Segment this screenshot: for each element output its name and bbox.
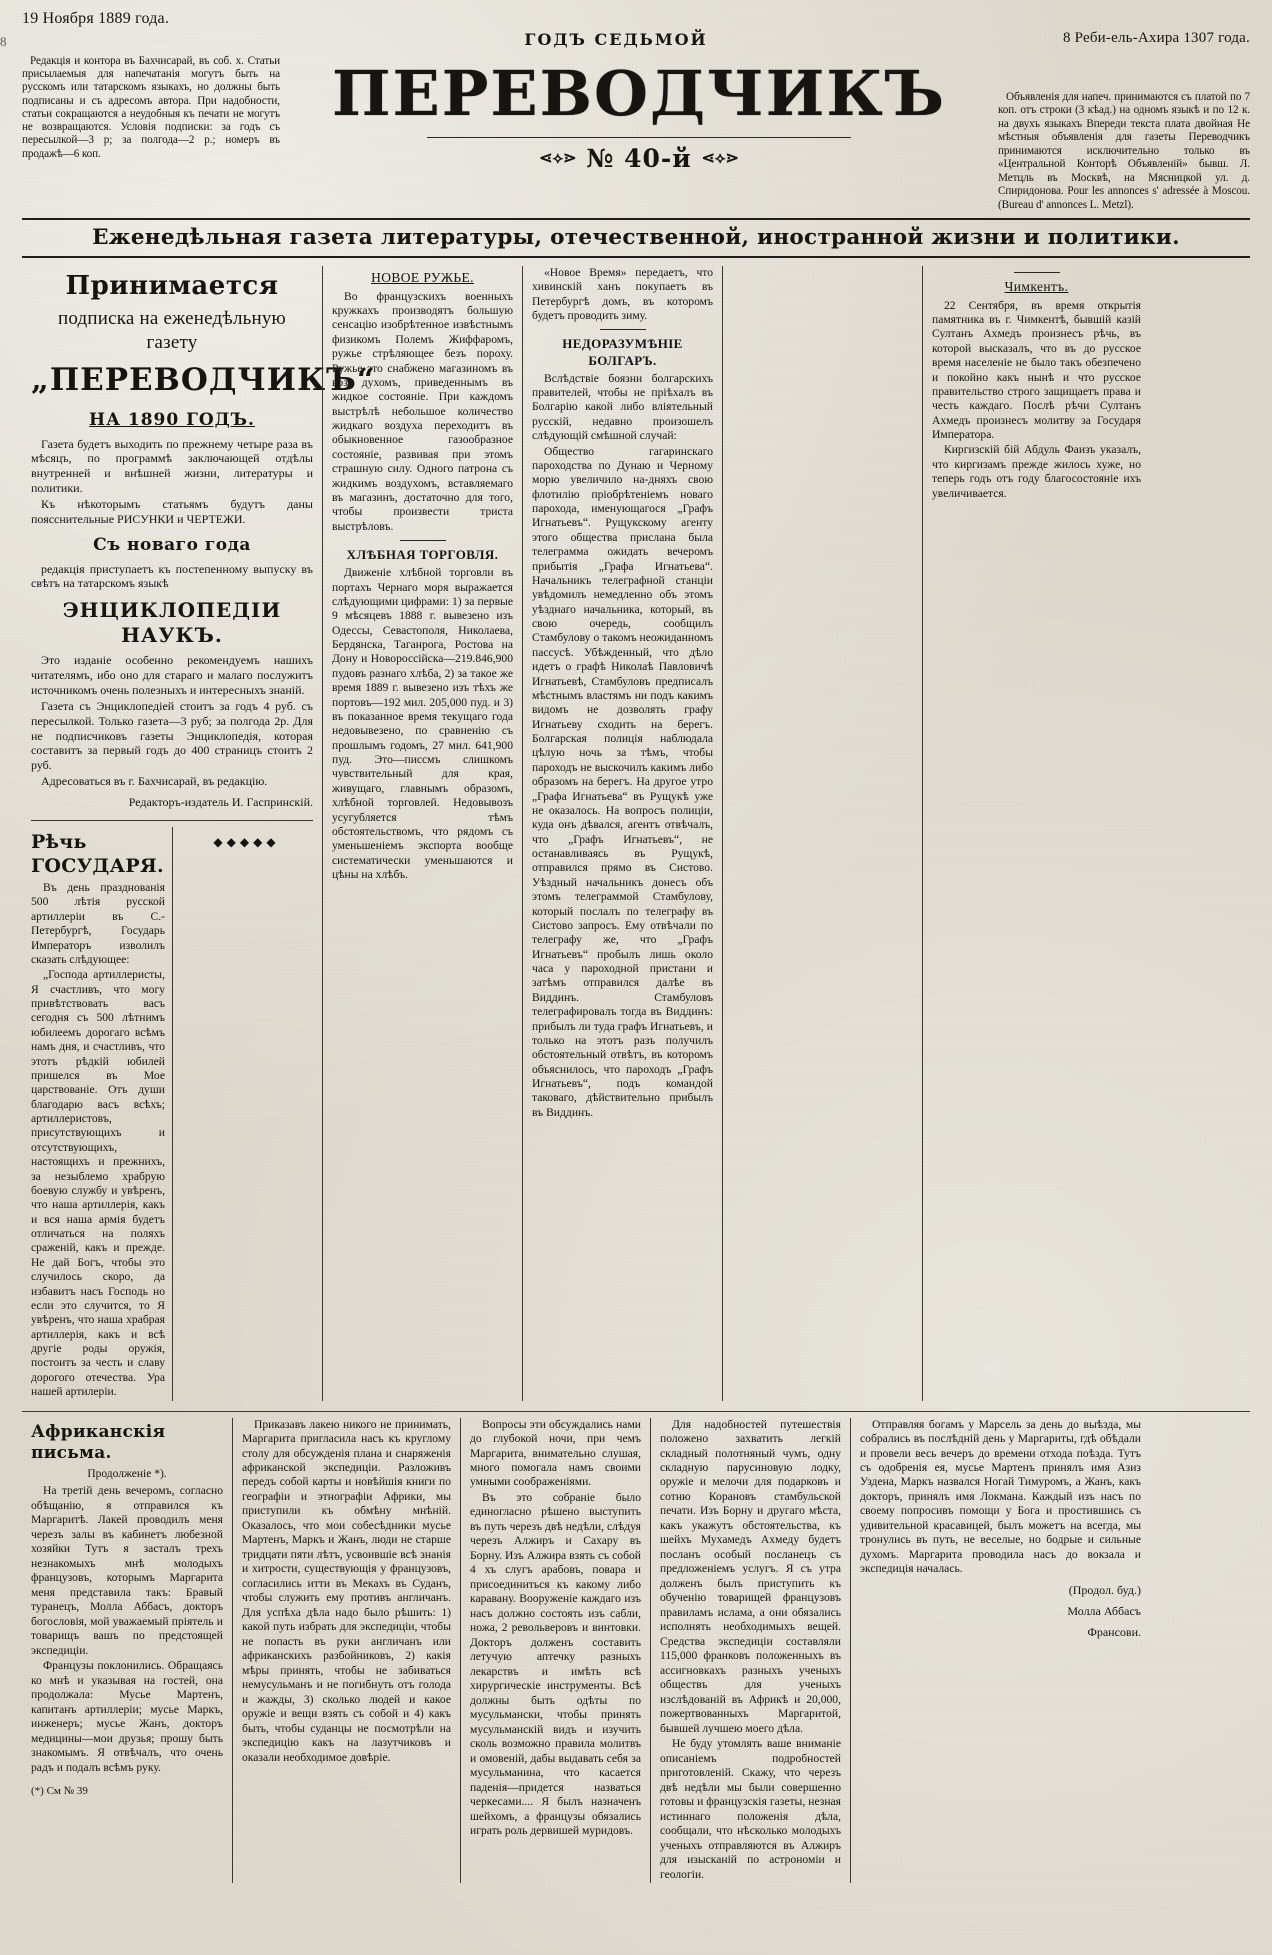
ad-line-accepted: Принимается bbox=[65, 270, 279, 301]
subscription-ad bbox=[31, 270, 376, 810]
african-signature-2: Франсови. bbox=[1087, 1624, 1141, 1639]
ad-body-3 bbox=[31, 653, 313, 789]
hleb-p1: Движеніе хлѣбной торговли въ портахъ Чернаго моря выражается слѣдующими цифрами: 1) за первые 9 мѣсяцевъ 1888 г. вывезено изъ Одессы, Севастополя, Николаева, Бердянска, Таганрога, Ростова на Дону и Новороссійска—219.846,900 пудовъ разнаго хлѣба, 2) за такое же время 1889 г. вывезено изъ тѣхъ же портовъ—192 мил. 205,000 пуд. и 3) въ показанное время текущаго года недовывезено, по сравненію съ прошлымъ годомъ, 27 мил. 641,900 пуд. Это—писсмъ слишкомъ чувствительный для края, живущаго, главнымъ образомъ, хлѣбной торговлей. Недовывозъ усугубляется тѣмъ обстоятельствомъ, что рядомъ съ уменьшеніемъ экспорта вообще систематически уменьшаются и цѣны на хлѣбъ. bbox=[332, 566, 513, 882]
bolgar-p1: Вслѣдствіе боязни болгарскихъ правителей, чтобы не пріѣхалъ въ Болгарію какой либо вліятельный русскій, недавно произошелъ слѣдующій смѣшной случай: bbox=[532, 371, 713, 443]
african-p3: Приказавъ лакею никого не принимать, Маргарита пригласила насъ къ круглому столу для обсужденія плана и снаряженія африканской экспедиціи. Разложивъ передъ собой карты и новѣйшія книги по географіи и этнографіи Африки, мы приступили къ обмѣну мнѣній. Оказалось, что мои собесѣдники мусье Мартенъ, Маркъ и Жанъ, люди не старше тридцати пяти лѣтъ, усвоившіе всѣ знанія и хитрости, существующія у французовъ, согласились итти въ Мекахъ въ Суданъ, чтобы служить ему противъ англичанъ. Для успѣха дѣла надо было рѣшить: 1) какой путь избрать для экспедиціи, чтобы не попасть въ руки англичанъ или африканскихъ разбойниковъ, 2) какія мѣры принять, чтобы не забиваться немусульманъ и не погибнуть отъ голода и жажды, 3) сколько людей и какое оружіе и вещи взять съ собой и 4) какъ быть, чтобы суданцы не посмотрѣли на экспедицію какъ на лазутчиковъ и оказали необходимое довѣріе. bbox=[242, 1417, 451, 1764]
year-label: ГОДЪ СЕДЬМОЙ bbox=[524, 30, 708, 49]
african-footnote: (*) См № 39 bbox=[31, 1785, 88, 1798]
african-column-4 bbox=[650, 1418, 850, 1884]
african-column-5 bbox=[850, 1418, 1150, 1884]
african-subtitle: Продолженіе *). bbox=[87, 1468, 167, 1481]
ad-body-2 bbox=[31, 562, 313, 591]
ad-line-subscription: подписка на еженедѣльную газету bbox=[58, 308, 286, 353]
bolgar-p2: Общество гагаринскаго пароходства по Дунаю и Черному морю увеличило на-дняхъ свою флотилію пріобрѣтеніемъ новаго парохода, именующагося „Графъ Игнатьевъ“. Рущукскому агенту этого общества прислана была телеграмма ожидать вечеромъ прибытія „Графа Игнатьева“. Начальникъ телеграфной станціи увѣдомилъ немедленно объ этомъ уѣзднаго начальника, который, въ свою очередь, сообщилъ Стамбулову о такомъ неожиданномъ пассусѣ. Убѣжденный, что дѣло идетъ о графѣ Николаѣ Павловичѣ Игнатьевѣ, Стамбуловъ предписалъ мѣстнымъ властямъ ни подъ какимъ видомъ не дозволять графу Игнатьеву сходить на берегъ. Болгарская полиція наблюдала цѣлую ночь за тѣмъ, чтобы пароходъ не выскочилъ какимъ либо образомъ на берегъ. На другое утро „Графа Игнатьева“ въ Рущукѣ уже не оказалось. На вопросъ полиціи, куда онъ дѣвался, агентъ отвѣчалъ, что „Графъ Игнатьевъ“, не останавливаясь въ Рущукѣ, отправился прямо въ Систово. Уѣздный начальникъ донесъ объ этомъ телеграммой Стамбулову, который послалъ по телеграфу въ Систово запросъ. Ему отвѣчали по телеграфу же, что „Графъ Игнатьевъ“ пробылъ лишь около часа у пароходной пристани и затѣмъ отправился далѣе въ Виддинъ. Стамбуловъ телеграфировалъ тогда въ Виддинъ: прибылъ ли туда графъ Игнатьевъ, и только на этотъ разъ получилъ обстоятельный отвѣтъ, въ которомъ объяснилось, что пароходъ „Графъ Игнатьевъ“, подъ командой таковаго, дѣйствительно прибылъ въ Виддинъ. bbox=[532, 444, 713, 1119]
ad-body-p5: Газета съ Энциклопедіей стоитъ за годъ 4 руб. съ пересылкой. Только газета—3 руб; за полгода 2р. Для не подписчиковъ газеты Энциклопедія, которая составитъ за первый годъ до 400 страницъ стоитъ 2 руб. bbox=[31, 699, 313, 772]
column-5-rule bbox=[1014, 272, 1060, 273]
ad-editor-signature: Редакторъ-издатель И. Гаспринскій. bbox=[128, 795, 313, 810]
column-2-rule bbox=[400, 540, 446, 541]
african-letters-grid bbox=[22, 1418, 1250, 1884]
ad-body-p1: Газета будетъ выходить по прежнему четыре раза въ мѣсяцъ, по программѣ заключающей отдѣлы внутренней и внѣшней жизни, литературы и политики. bbox=[31, 436, 313, 495]
chimkent-title: Чимкентъ. bbox=[1004, 278, 1069, 294]
novoe-vremya-p1: «Новое Время» передаетъ, что хивинскій ханъ покупаетъ въ Петербургѣ домъ, въ которомъ будетъ проводить зиму. bbox=[532, 265, 713, 323]
gosudar-col-b bbox=[172, 827, 313, 1401]
african-p6: Для надобностей путешествія положено захватить легкій складный полотняный чумъ, одну складную парусиновую лодку, оружіе и мелочи для подарковъ и сотню Корановъ стамбульской печати. Изъ Борну и другаго мѣста, какъ укажутъ обстоятельства, къ шейхъ Мухамедъ Ахмеду будетъ посланъ особый посланецъ съ предложеніемъ услугъ. Я съ утра долженъ былъ приступить къ обученію товарищей французовъ правиламъ ислама, а они обязались исполнять необходимыхъ вещей. Средства экспедиціи составляли 115,000 франковъ положенныхъ въ ассигновкахъ разныхъ ученыхъ обществъ для ученыхъ изслѣдованій въ Африкѣ и 20,000, пожертвованныхъ Маргаритой, бывшей лучшею моего дѣла. bbox=[660, 1417, 841, 1735]
issue-ornament-right: ⋖⟡⋗ bbox=[701, 148, 739, 167]
gosudar-article bbox=[31, 827, 313, 1401]
column-1 bbox=[22, 266, 376, 1401]
column-2 bbox=[322, 266, 522, 1401]
section-ornament: ◆◆◆◆◆ bbox=[213, 834, 280, 849]
masthead bbox=[22, 51, 1250, 212]
column-5 bbox=[922, 266, 1150, 1401]
issue-number-label: № 40-й bbox=[586, 144, 692, 173]
lower-section-divider bbox=[22, 1411, 1250, 1412]
african-p1: На третій день вечеромъ, согласно обѣщанію, я отправился къ Маргаритѣ. Лакей проводилъ меня черезъ залы въ кабинетъ любезной хозяйки Тутъ я засталъ трехъ незнакомыхъ мнѣ молодыхъ французовъ, которымъ Маргарита меня представила такъ: Бравый туранецъ, Молла Аббасъ, докторъ богословія, мой уважаемый пріятель и товарищъ вашъ по предстоящей экспедиціи. bbox=[31, 1484, 223, 1657]
gosudar-col-a bbox=[31, 827, 172, 1401]
ad-body-p6: Адресоваться въ г. Бахчисарай, въ редакцію. bbox=[41, 774, 268, 789]
african-column-2 bbox=[232, 1418, 460, 1884]
african-p7: Не буду утомлять ваше вниманіе описаніемъ подробностей приготовленій. Скажу, что черезъ двѣ недѣли мы были совершенно готовы и французскія газеты, незная истиннаго положенія дѣла, сообщали, что нѣсколько молодыхъ ученыхъ отправляются въ Алжиръ для изысканій по астрономіи и геологіи. bbox=[660, 1737, 841, 1881]
bolgar-title: НЕДОРАЗУМѢНІЕ БОЛГАРЪ. bbox=[562, 336, 683, 368]
newspaper-title: ПЕРЕВОДЧИКЪ bbox=[331, 57, 947, 130]
gosudar-p2: „Господа артиллеристы, Я счастливъ, что могу привѣтствовать васъ сегодня съ 500 лѣтнимъ юбилеемъ дорогаго всѣмъ намъ дня, и счастливъ, что этотъ рѣдкій юбилей пришелся въ Мое царствованіе. Отъ души благодарю васъ всѣхъ; артиллеристовъ, присутствующихъ и отсутствующихъ, настоящихъ и прежнихъ, за незыблемо храбрую боевую службу и увѣренъ, что наша артиллерія, какъ и вся наша армія будетъ отличаться на поляхъ сраженій, какъ и прежде. Не дай Богъ, чтобы это случилось скоро, да избавитъ насъ Господь но если это случится, то Я увѣренъ, что наша храбрая артиллерія, какъ и всѣ другіе роды оружія, постоитъ за честь и славу дорогого отечества. Ура нашей артилеріи. bbox=[31, 968, 165, 1399]
african-column-3 bbox=[460, 1418, 650, 1884]
ad-body-p2: Къ нѣкоторымъ статьямъ будутъ даны поясснительные РИСУНКИ и ЧЕРТЕЖИ. bbox=[31, 497, 313, 526]
issue-ornament-left: ⋖⟡⋗ bbox=[539, 148, 577, 167]
african-title: Африканскія письма. bbox=[31, 1421, 166, 1463]
ad-body bbox=[31, 437, 313, 527]
ruzhe-title: НОВОЕ РУЖЬЕ. bbox=[371, 269, 474, 285]
advertising-notice-text: Объявленія для напеч. принимаются съ платой по 7 коп. отъ строки (3 кѣад.) на одномъ языкѣ и по 12 к. на двухъ языкахъ Впереди текста плата двойная Не мѣстныя объявленія для газеты Переводчикъ принимаются исключительно только въ «Центральной Конторѣ Объявленій» бывш. Л. Метцль въ Москвѣ, на Мясницкой ул. д. Спиридонова. Pour les annonces s' adressée à Moscou. (Bureau d' annonces L. Metzl). bbox=[998, 91, 1250, 211]
masthead-top-line bbox=[22, 0, 1250, 49]
chimkent-p2: Киргизскій бій Абдуль Фаизъ указалъ, что киргизамъ прежде жилось хуже, но теперь годъ отъ году благосостояніе ихъ увеличивается. bbox=[932, 443, 1141, 500]
african-p5: Въ это собраніе было единогласно рѣшено выступить въ путь черезъ двѣ недѣли, слѣдуя черезъ Алжиръ и Сахару въ Борну. Изъ Алжира взять съ собой 4 хъ слугъ арабовъ, повара и присоединиться къ какому либо каравану. Вооруженіе каждаго изъ насъ должно состоять изъ сабли, ножа, 2 револьверовъ и винтовки. Докторъ долженъ составить летучую аптечку разныхъ лекарствъ и имѣть всѣ хирургическіе инструменты. Всѣ должны быть одѣты по мусульмански, чтобы принять мусульманскій видъ и изучить сколь возможно правила молитвъ и омовеній, дабы выдавать себя за мусульманина, что касается паденія—придется назваться черкесами.... Я былъ назначенъ шейхомъ, а французы обязались играть роль дервишей муридовъ. bbox=[470, 1490, 641, 1838]
column-1-divider bbox=[31, 820, 313, 821]
african-column-1 bbox=[22, 1418, 232, 1884]
column-4 bbox=[722, 266, 922, 1401]
hleb-title: ХЛѢБНАЯ ТОРГОВЛЯ. bbox=[346, 547, 499, 563]
ad-paper-name: „ПЕРЕВОДЧИКЪ“ bbox=[31, 362, 376, 399]
ruzhe-p1: Во французскихъ военныхъ кружкахъ производятъ большую сенсацію изобрѣтенное извѣстнымъ физикомъ Полемъ Жиффаромъ, ружье стрѣляющее безъ пороху. Ружье это снабжено магазиномъ въ воз духомъ, приведеннымъ въ жидкое состояніе. При каждомъ выстрѣлѣ небольшое количество жидкаго воздуха переходитъ въ обыкновенное газообразное состояніе, развивая при этомъ страшную силу. Одного патрона съ жидкимъ воздухомъ, вставляемаго въ магазинъ, достаточно для того, чтобы произвести триста выстрѣловъ. bbox=[332, 289, 513, 533]
african-p2: Французы поклонились. Обращаясь ко мнѣ и указывая на гостей, она продолжала: Мусье Мартенъ, капитанъ артиллеріи; мусье Маркъ, инженеръ; мусье Жанъ, докторъ медицины—мои друзья; прошу быть знакомымъ. Я отвѣчалъ, что очень радъ и подалъ всѣмъ руку. bbox=[31, 1659, 223, 1774]
main-content-grid bbox=[22, 266, 1250, 1401]
ad-body-p4: Это изданіе особенно рекомендуемъ нашихъ читателямъ, ибо оно для стараго и малаго послужитъ источникомъ очень полезныхъ и интересныхъ знаній. bbox=[31, 653, 313, 697]
hijri-date: 8 Реби-ель-Ахира 1307 года. bbox=[1063, 30, 1250, 46]
newspaper-subtitle: Еженедѣльная газета литературы, отечественной, иностранной жизни и политики. bbox=[22, 218, 1250, 258]
african-p4: Вопросы эти обсуждались нами до глубокой ночи, при чемъ Маргарита, внимательно слушая, много помогала намъ своими умными соображеніями. bbox=[470, 1417, 641, 1489]
issue-number bbox=[286, 144, 992, 173]
editorial-notice bbox=[22, 51, 280, 163]
african-continuation: (Продол. буд.) bbox=[1068, 1582, 1141, 1597]
edge-mark: 8 bbox=[0, 34, 7, 49]
gregorian-date: 19 Ноября 1889 года. bbox=[22, 10, 170, 27]
ad-new-year-heading: Съ новаго года bbox=[93, 534, 251, 555]
african-signature-1: Молла Аббасъ bbox=[1067, 1603, 1141, 1618]
ad-year: НА 1890 ГОДЪ. bbox=[89, 409, 255, 430]
column-3-rule bbox=[600, 329, 646, 330]
ad-body-p3: редакція приступаетъ къ постепенному выпуску въ свѣтъ на татарскомъ языкѣ bbox=[31, 561, 313, 591]
ad-encyclopedia-heading: ЭНЦИКЛОПЕДІИ НАУКЪ. bbox=[62, 597, 282, 647]
column-3 bbox=[522, 266, 722, 1401]
advertising-notice bbox=[998, 51, 1250, 212]
masthead-center bbox=[280, 51, 998, 173]
african-p8: Отправляя богамъ у Марсель за день до выѣзда, мы собрались въ послѣдній день у Маргариты, гдѣ обѣдали и провели весь вечеръ до времени отхода поѣзда. Тутъ съ одобренія ея, мусье Мартенъ принялъ имя Азиз Уздена, Маркъ назвался Ногай Тимуромъ, а Жанъ, какъ докторъ, принялъ имя Локмана. Каждый изъ насъ по своему попросивъ помощи у Бога и простившись съ удивительной красавицей, былъ можетъ на всегда, мы тронулись въ путь, не веселые, но бодрые и сильные духомъ. Маргарита проводила насъ до вокзала и экспедиція началась. bbox=[860, 1417, 1141, 1576]
masthead-divider bbox=[427, 137, 851, 138]
editorial-notice-text: Редакція и контора въ Бахчисарай, въ соб. х. Статьи присылаемыя для напечатанія могутъ быть на русскомъ или татарскомъ языкахъ, но должны быть подписаны и съ адресомъ автора. При надобности, статьи сокращаются а неудобныя къ печати не могутъ не возвращаются. Условія подписки: за годъ съ пересылкой—3 р; за полгода—2 р.; номеръ въ продажѣ—6 коп. bbox=[22, 55, 280, 160]
chimkent-p1: 22 Сентября, въ время открытія памятника въ г. Чимкентѣ, бывшій казій Султанъ Ахмедъ произнесъ рѣчь, въ которой высказалъ, что въ до русское время населеніе не было такъ обезпечено и покойно какъ нынѣ и что русское правительство строго защищаетъ права и честь каждаго. Послѣ рѣчи Султанъ Ахмедъ произнесъ молитву за Государя Императора. bbox=[932, 298, 1141, 442]
gosudar-title: Рѣчь ГОСУДАРЯ. bbox=[31, 830, 164, 877]
gosudar-p1: Въ день празднованія 500 лѣтія русской артиллеріи въ С.-Петербургѣ, Государь Императоръ изволилъ сказать слѣдующее: bbox=[31, 881, 165, 966]
